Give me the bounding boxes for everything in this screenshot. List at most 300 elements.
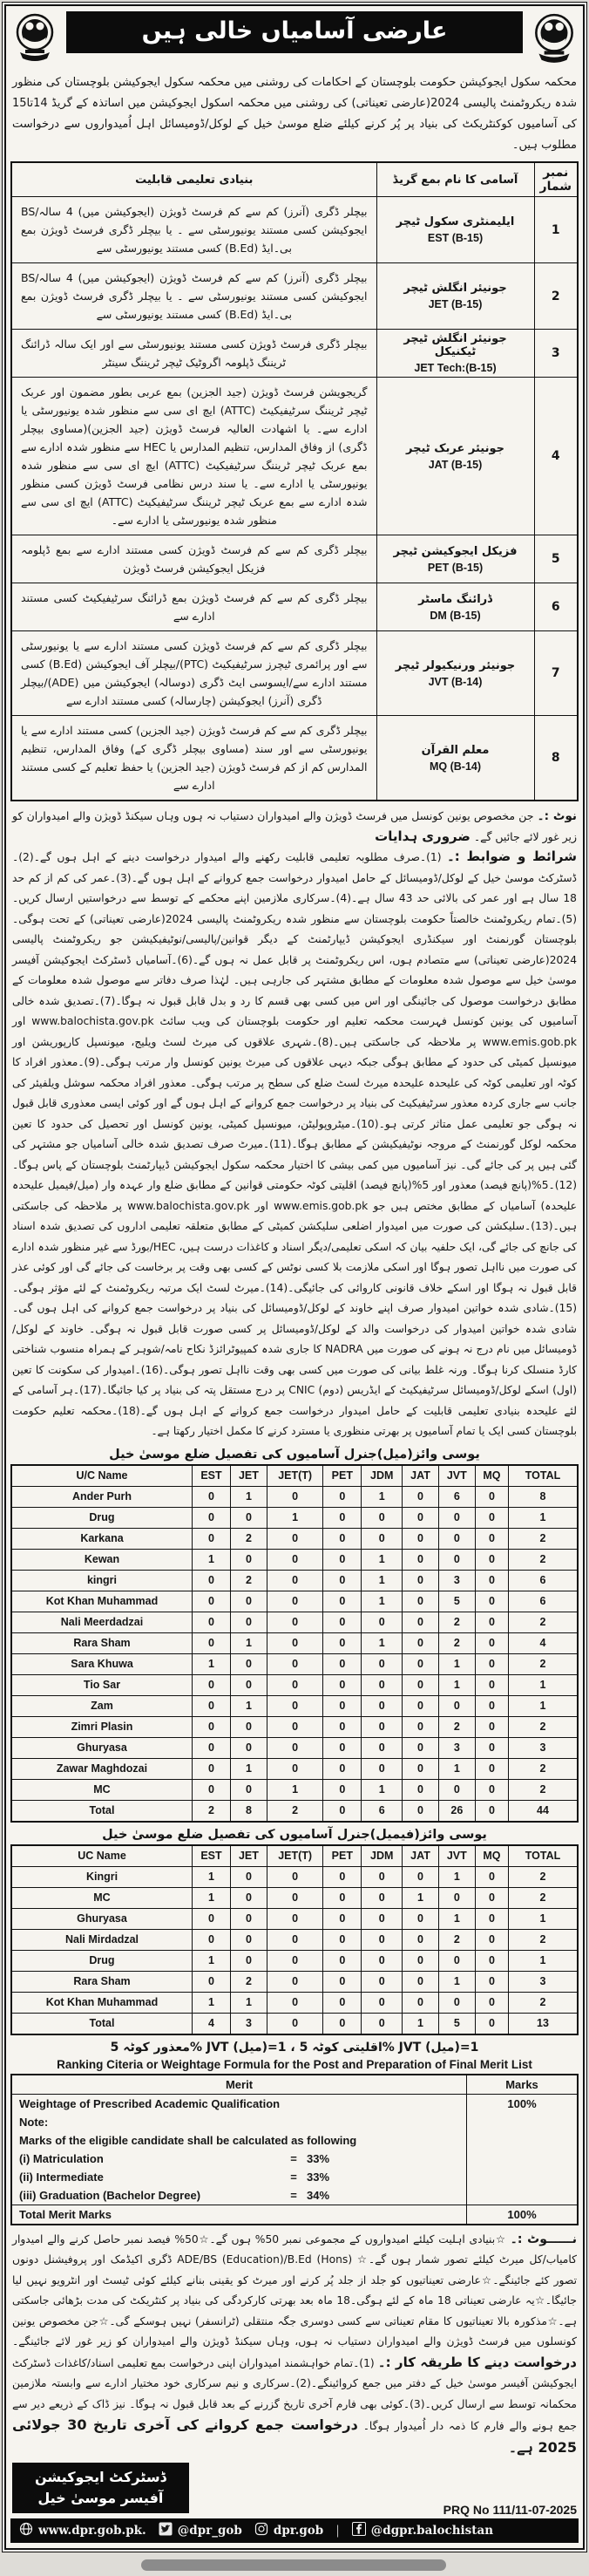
count-cell: 1 <box>438 1758 475 1779</box>
count-cell: 0 <box>193 1507 231 1528</box>
count-cell: 0 <box>193 1486 231 1507</box>
post-grade-code: JAT (B-15) <box>428 458 483 471</box>
header-row <box>11 1465 578 1487</box>
count-cell: 0 <box>193 1758 231 1779</box>
count-cell: 0 <box>403 1992 439 2013</box>
uc-name-cell: Kewan <box>11 1549 193 1570</box>
count-cell: 0 <box>267 1695 322 1716</box>
count-cell: 0 <box>323 1507 362 1528</box>
count-cell: 1 <box>267 1507 322 1528</box>
prq-number: PRQ No 111/11-07-2025 <box>443 2503 577 2517</box>
separator: | <box>335 2524 340 2538</box>
header <box>10 10 579 67</box>
count-cell: 0 <box>267 1486 322 1507</box>
count-cell: 1 <box>509 1908 579 1929</box>
count-cell: 0 <box>323 1758 362 1779</box>
count-cell: 1 <box>193 1866 231 1887</box>
count-cell: 0 <box>323 1549 362 1570</box>
facebook-item <box>352 2522 493 2539</box>
posts-table-body <box>11 197 578 801</box>
uc-name-cell: MC <box>11 1887 193 1908</box>
count-cell: 0 <box>403 1950 439 1971</box>
total-merit-label: Total Merit Marks <box>11 2205 467 2225</box>
serial-column-header: نمبر شمار <box>534 162 578 197</box>
post-row <box>11 197 578 263</box>
count-cell: 0 <box>267 1737 322 1758</box>
post-name-cell <box>376 631 534 716</box>
uc-name-cell: Karkana <box>11 1528 193 1549</box>
instructions-paragraph <box>12 847 577 1442</box>
count-cell: 0 <box>230 1653 267 1674</box>
count-cell: 1 <box>362 1779 403 1800</box>
website-text: www.dpr.gob.pk. <box>38 2524 146 2538</box>
count-cell: 0 <box>267 2013 322 2034</box>
table-row <box>11 1591 578 1612</box>
count-cell: 0 <box>362 1971 403 1992</box>
table-row <box>11 1695 578 1716</box>
count-cell: 0 <box>193 1908 231 1929</box>
post-grade-code: DM (B-15) <box>430 609 481 622</box>
qualification-cell: گریجویشن فرسٹ ڈویژن (جید الجزین) بمع عربی بطور مضمون اور عربک ٹیچر ٹریننگ سرٹیفیکیٹ (ATTC) ایچ ای سی سے منظور شدہ یونیورسٹی یا ادارے سے۔ یا اشھادت العالیہ فرسٹ ڈویژن (جید الجزین)(مساوی بیچلر ڈگری) از وفاق المدارس، تنظیم المدارس یا HEC سے منظور شدہ ادارے سے بمع عربک ٹیچر ٹریننگ سرٹیفیکیٹ (ATTC) ایچ ای سی سے منظور شدہ یونیورسٹی یا ادارے سے۔ یا سند درس نظامی فرسٹ ڈویژن کسی منظور شدہ ادارے سے بمع عربک ٹیچر ٹریننگ سرٹیفیکیٹ (ATTC) ایچ ای سی سے منظور شدہ یونیورسٹی یا ادارے سے۔ <box>11 378 376 535</box>
serial-cell: 8 <box>534 716 578 801</box>
count-cell: 0 <box>438 1950 475 1971</box>
count-cell: 0 <box>323 1737 362 1758</box>
post-name-urdu: ڈرائنگ ماسٹر <box>418 592 492 606</box>
uc-name-cell: Rara Sham <box>11 1632 193 1653</box>
post-row <box>11 716 578 801</box>
count-cell: 0 <box>323 1528 362 1549</box>
count-cell: 0 <box>438 1507 475 1528</box>
uc-name-cell: Zimri Plasin <box>11 1716 193 1737</box>
count-cell: 0 <box>230 1950 267 1971</box>
count-cell: 8 <box>230 1800 267 1822</box>
column-header: JDM <box>362 1845 403 1867</box>
count-cell: 1 <box>193 1887 231 1908</box>
post-grade-code: JET Tech:(B-15) <box>414 362 497 374</box>
uc-name-cell: Kingri <box>11 1866 193 1887</box>
count-cell: 2 <box>267 1800 322 1822</box>
outer-border <box>2 2 587 2552</box>
table-row <box>11 1908 578 1929</box>
equals-sign: = <box>290 2170 297 2184</box>
count-cell: 0 <box>323 1591 362 1612</box>
calc-label: (ii) Intermediate <box>19 2170 104 2184</box>
count-cell: 0 <box>323 1486 362 1507</box>
govt-emblem-right-icon <box>530 10 579 67</box>
post-row <box>11 378 578 535</box>
govt-emblem-left-icon <box>10 10 59 65</box>
bottom-note-text: ☆بنیادی اہلیت کیلئے امیدواروں کے مجموعی نمبر 50% ہوں گے۔☆50% فیصد نمبر حاصل کرنے والے امیدوار کامیاب/کل میرٹ کیلئے تصور شمار ہوں گے۔☆ ADE/BS (Education)/B.Ed (Hons) ڈگری اکیڈمک اور پروفیشنل دونوں تصور کئے جائینگے۔☆عارضی تعیناتیوں کو جلد از جلد پُر کرنے اور میرٹ کو یقینی بنانے کیلئے کوئی ٹیسٹ اور انٹرویو نہیں لیا جائیگا۔☆یہ عارضی تعیناتی 18 ماہ کے لئے ہوگی۔18 ماہ بعد بھرتی کارکردگی کی بنیاد پر کنٹریکٹ کی مدت بڑھائی جاسکتی ہے۔☆مذکورہ بالا تعیناتیوں کا مقام تعیناتی سے کسی دوسری جگہ منتقلی (ٹرانسفر) نہیں ہوسکے گی۔☆جن مخصوص یونین کونسلوں میں فرسٹ ڈویژن والے امیدواران دستیاب نہ ہوں، وہاں سیکنڈ ڈویژن والے امیدواران کو زیر غور لائے جائینگے۔ <box>12 2232 577 2348</box>
count-cell: 2 <box>509 1528 579 1549</box>
count-cell: 0 <box>323 1716 362 1737</box>
scan-artifact-bar <box>141 2559 446 2571</box>
count-cell: 0 <box>475 1929 508 1950</box>
empty-marks-cell <box>467 2150 579 2168</box>
instagram-icon <box>254 2522 268 2539</box>
post-name-urdu: جونیئر انگلش ٹیچر ٹیکنیکل <box>403 332 507 358</box>
post-name-urdu: فزیکل ایجوکیشن ٹیچر <box>393 544 518 558</box>
qualification-column-header: بنیادی تعلیمی قابلیت <box>11 162 376 197</box>
post-name-cell <box>376 535 534 583</box>
total-row <box>11 2013 578 2034</box>
count-cell: 0 <box>403 1866 439 1887</box>
quota-disabled: معذور کوٹہ 5% JVT (میل)=1 <box>110 2040 287 2055</box>
count-cell: 0 <box>403 1674 439 1695</box>
count-cell: 1 <box>193 1950 231 1971</box>
count-cell: 0 <box>267 1653 322 1674</box>
application-text: (1)۔تمام خواہشمند امیدواران اپنی درخواست بمع تعلیمی اسناد/کاغذات ڈسٹرکٹ ایجوکیشن آفیسر موسیٰ خیل کے دفتر میں جمع کروائینگے۔(2)۔سرکاری و نیم سرکاری خود مختیار ادارے سے وابستہ ملازمین محکمانہ توسط سے ارسال کریں۔(3)۔کوئی بھی فارم آخری تاریخ گزرنے کے بعد قابل قبول نہ ہوگا۔ نیز ڈاک کے ذریعے دیر سے جمع ہونے والے فارم کا ذمہ دار اُمیدوار ہوگا۔ <box>12 2356 577 2432</box>
post-name-cell <box>376 263 534 330</box>
count-cell: 0 <box>193 1528 231 1549</box>
count-cell: 0 <box>193 1929 231 1950</box>
application-deadline: درخواست جمع کروانے کی آخری تاریخ 30 جولائی 2025 ہے۔ <box>12 2416 577 2456</box>
count-cell: 0 <box>267 1591 322 1612</box>
count-cell: 0 <box>193 1674 231 1695</box>
count-cell: 0 <box>403 1971 439 1992</box>
male-table-title: یوسی وائز(میل)جنرل آسامیوں کی تفصیل ضلع موسیٰ خیل <box>109 1447 480 1462</box>
merit-column-header: Merit <box>11 2075 467 2095</box>
count-cell: 0 <box>362 1737 403 1758</box>
serial-cell: 5 <box>534 535 578 583</box>
total-row <box>11 1800 578 1822</box>
count-cell: 0 <box>230 1612 267 1632</box>
count-cell: 0 <box>475 1653 508 1674</box>
count-cell: 2 <box>509 1929 579 1950</box>
posts-table-head <box>11 162 578 197</box>
post-row <box>11 535 578 583</box>
count-cell: 0 <box>193 1570 231 1591</box>
facebook-handle: @dgpr.balochistan <box>370 2524 494 2538</box>
count-cell: 2 <box>230 1570 267 1591</box>
table-row <box>11 1737 578 1758</box>
post-name-cell <box>376 716 534 801</box>
count-cell: 0 <box>475 1632 508 1653</box>
post-grade-code: PET (B-15) <box>427 561 484 574</box>
uc-name-cell: Total <box>11 1800 193 1822</box>
count-cell: 2 <box>509 1887 579 1908</box>
count-cell: 0 <box>323 1950 362 1971</box>
column-header: JET <box>230 1845 267 1867</box>
count-cell: 0 <box>362 1528 403 1549</box>
count-cell: 0 <box>362 1758 403 1779</box>
count-cell: 2 <box>509 1716 579 1737</box>
count-cell: 0 <box>193 1971 231 1992</box>
uc-name-cell: Kot Khan Muhammad <box>11 1992 193 2013</box>
column-header: TOTAL <box>509 1845 579 1867</box>
calc-label: (i) Matriculation <box>19 2151 104 2165</box>
count-cell: 0 <box>267 1612 322 1632</box>
count-cell: 3 <box>438 1737 475 1758</box>
count-cell: 0 <box>475 1486 508 1507</box>
social-bar <box>10 2518 579 2543</box>
calc-value: 33% <box>307 2151 330 2165</box>
calc-value: 33% <box>307 2170 330 2184</box>
count-cell: 0 <box>403 1591 439 1612</box>
post-name-urdu: معلم القرآن <box>421 743 490 757</box>
count-cell: 0 <box>267 1528 322 1549</box>
note-label: نوٹ :۔ <box>537 809 577 823</box>
count-cell: 0 <box>267 1971 322 1992</box>
qualification-cell: بیچلر ڈگری کم سے کم فرسٹ ڈویژن بمع ڈرائنگ سرٹیفیکیٹ کسی مستند ادارے سے <box>11 583 376 631</box>
post-name-urdu: ایلیمنٹری سکول ٹیچر <box>396 215 515 228</box>
count-cell: 0 <box>403 1929 439 1950</box>
table-row <box>11 1570 578 1591</box>
count-cell: 1 <box>362 1549 403 1570</box>
post-grade-code: EST (B-15) <box>427 232 484 244</box>
bottom-note-label: نــــــوٹ :۔ <box>510 2232 577 2246</box>
merit-calc-row <box>11 2168 578 2186</box>
table-row <box>11 1716 578 1737</box>
count-cell: 0 <box>403 1632 439 1653</box>
uc-name-cell: Ander Purh <box>11 1486 193 1507</box>
column-header: JDM <box>362 1465 403 1487</box>
count-cell: 0 <box>362 1950 403 1971</box>
count-cell: 0 <box>475 1800 508 1822</box>
count-cell: 0 <box>403 1486 439 1507</box>
table-row <box>11 1866 578 1887</box>
ranking-heading: Ranking Citeria or Weightage Formula for the Post and Preparation of Final Merit List <box>57 2057 532 2071</box>
count-cell: 0 <box>362 1716 403 1737</box>
merit-header-row <box>11 2075 578 2095</box>
post-name-cell <box>376 330 534 378</box>
count-cell: 2 <box>230 1971 267 1992</box>
count-cell: 0 <box>323 1887 362 1908</box>
count-cell: 0 <box>438 1779 475 1800</box>
count-cell: 0 <box>323 1929 362 1950</box>
weightage-marks: 100% <box>467 2094 579 2113</box>
merit-note-text: Marks of the eligible candidate shall be calculated as following <box>19 2133 357 2147</box>
count-cell: 0 <box>323 1866 362 1887</box>
count-cell: 0 <box>230 1716 267 1737</box>
count-cell: 8 <box>509 1486 579 1507</box>
uc-name-cell: Rara Sham <box>11 1971 193 1992</box>
count-cell: 1 <box>509 1674 579 1695</box>
count-cell: 0 <box>323 1695 362 1716</box>
instructions-text: (1)۔صرف مطلوبہ تعلیمی قابلیت رکھنے والے امیدوار درخواست دینے کے اہل ہوں گے۔(2)۔ڈسٹرکٹ موسیٰ خیل کے لوکل/ڈومیسائل کے حامل امیدوار درخواست جمع کروانے کے اہل ہوں گے۔(3)۔عمر کی کم از کم حد 18 سال ہے اور عمر کی بالائی حد 43 سال ہے۔(4)۔سرکاری ملازمین اپنے محکمے کے توسط سے درخواستیں ارسال کریں۔(5)۔تمام ریکروٹمنٹ خالصتاً حکومت بلوچستان سے منظور شدہ ریکروٹمنٹ پالیسی 2024(عارضی تعیناتی) کے تحت ہوگی۔بلوچستان گورنمنٹ اور سیکنڈری ایجوکیشن ڈیپارٹمنٹ کے دیگر قوانین/پالیسی/نوٹیفیکیشن جو ریکروٹمنٹ پالیسی 2024(عارضی تعیناتی) سے متصادم ہوں، اس ریکروٹمنٹ پر قابل عمل نہ ہوں گے۔(6)۔آسامیاں ڈسٹرکٹ ایجوکیشن آفیسر موسیٰ خیل سے موصول شدہ معلومات کے مطابق مشتہر کی جارہی ہیں۔ لہٰذا صرف دفاتر سے موصول شدہ معلومات کے مطابق درخواست موصول کی جائینگی اور اس میں کسی بھی قسم کا رد و بدل قابل قبول نہ ہوگا۔(7)۔تصدیق شدہ خالی آسامیوں کی یونین کونسل فہرست محکمہ تعلیم اور حکومت بلوچستان کی ویب سائٹ www.balochista.gov.pk اور www.emis.gob.pk پر ملاحظہ کی جاسکتی ہیں۔(8)۔شہری علاقوں کی میرٹ لسٹ ویلیج، میونسپل کارپوریشن اور میونسپل کمیٹی کی حدود کے مطابق ہوگی جبکہ دیہی علاقوں کی میرٹ یونین کونسل وار مرتب ہوگی۔(9)۔معذور افراد کا کوٹہ اور تعلیمی کوٹہ کی علیحدہ علیحدہ میرٹ لسٹ ضلع کی سطح پر مرتب ہوگی۔ معذور افراد محکمہ سوشل ویلفیئر کی جانب سے جاری کردہ معذور سرٹیفیکیٹ کی بنیاد پر درخواست جمع کروانے کے اہل ہوں گے اور کوئی ایسی معذوری قابل قبول نہ ہوگی جو تعلیمی عمل متاثر کرتی ہو۔(10)۔میٹروپولیٹن، میونسپل کمیٹی، یونین کونسل اور تحصیل کی حدود کا تعین محکمہ لوکل گورنمنٹ کے مروجہ نوٹیفیکیشن کے مطابق ہوگا۔(11)۔میرٹ صرف تصدیق شدہ خالی آسامیاں جو مشتہر کی گئی ہیں پر کی جائے گی۔ نیز آسامیوں میں کمی بیشی کا اختیار محکمہ سکول ایجوکیشن ڈیپارٹمنٹ بلوچستان کے پاس ہوگا۔(12)۔5%(پانچ فیصد) معذور اور 5%(پانچ فیصد) اقلیتی کوٹہ حکومتی قوانین کے مطابق ضلع وار عہدہ وار (میل/فیمیل علیحدہ علیحدہ) آسامیاں کے مطابق مختص ہیں جو www.emis.gob.pk اور www.balochista.gov.pk پر ملاحظہ کی جاسکتی ہیں۔(13)۔سلیکشن کی صورت میں امیدوار اضلعی سلیکشن کمیٹی کے مطابق متعلقہ تعلیمی اداروں کی تصدیق شدہ اسناد کی جانچ کی جائے گی، ایک حلفیہ بیان کہ اسکی تعلیمی/دیگر اسناد و کاغذات درست ہیں، HEC/بورڈ سے غیر منظور شدہ ادارے کی صورت میں نااہل تصور ہوگا اور اسکی ملازمت بلا کسی نوٹس کے کسی بھی وقت پر برخاست کی جائے گی اور کوئی عذر قابل قبول نہ ہوگا اور اسکے خلاف قانونی کاروائی کی جائیگی۔(14)۔میرٹ لسٹ ایک مرتبہ ریکروٹمنٹ کے لئے مؤثر ہوگی۔(15)۔شادی شدہ خواتین امیدوار صرف اپنے خاوند کے لوکل/ڈومیسائل کی بنیاد پر درخواست جمع کروانے کی اہل ہوں گی۔ شادی شدہ خواتین امیدوار کی درخواست والد کے لوکل/ڈومیسائل پر کسی صورت قابل قبول نہ ہوگی۔ خاوند کے لوکل/ڈومیسائل میں نام درج نہ ہونے کی صورت میں NADRA کا جاری شدہ کمپیوٹرائزڈ نکاح نامہ/شوہر کے ہمراہ منسوب شناختی کارڈ منسلک کرنا ہوگا۔ ورنہ غلط بیانی کی صورت میں کسی بھی وقت نااہل تصور ہوگی۔(16)۔امیدوار کی سکونت کا تعین (اول) اسکے لوکل/ڈومیسائل سرٹیفیکیٹ کے ایڈریس (دوم) CNIC پر درج مستقل پتہ کی بنیاد پر کیا جائیگا۔(17)۔ہر آسامی کے لئے علیحدہ بنیادی تعلیمی قابلیت کے حامل امیدوار درخواست جمع کروانے کے اہل ہوں گے۔(18)۔محکمہ تعلیم حکومت بلوچستان کسی ایک یا تمام آسامیوں پر بھرتی منظوری یا مسترد کرنے کا مکمل اختیار رکھتا ہے۔ <box>12 851 578 1437</box>
count-cell: 0 <box>403 1695 439 1716</box>
uc-name-cell: Drug <box>11 1507 193 1528</box>
count-cell: 0 <box>230 1591 267 1612</box>
count-cell: 0 <box>438 1887 475 1908</box>
twitter-item <box>159 2522 242 2539</box>
note-emphasis: ضروری ہدایات <box>375 828 471 844</box>
count-cell: 26 <box>438 1800 475 1822</box>
count-cell: 4 <box>509 1632 579 1653</box>
count-cell: 0 <box>362 1992 403 2013</box>
count-cell: 13 <box>509 2013 579 2034</box>
count-cell: 1 <box>438 1908 475 1929</box>
female-vacancy-table <box>10 1844 579 2035</box>
count-cell: 0 <box>362 1695 403 1716</box>
column-header: JAT <box>403 1465 439 1487</box>
count-cell: 6 <box>438 1486 475 1507</box>
count-cell: 0 <box>362 2013 403 2034</box>
post-row <box>11 263 578 330</box>
merit-note-text-row <box>11 2131 578 2150</box>
post-name-cell <box>376 378 534 535</box>
count-cell: 1 <box>193 1653 231 1674</box>
merit-table <box>10 2074 579 2225</box>
qualification-cell: بیچلر ڈگری فرسٹ ڈویژن کسی مستند یونیورسٹی سے اور ایک سالہ ڈرائنگ ٹریننگ ڈپلومہ اگروٹیک ٹیچر ٹریننگ سینٹر <box>11 330 376 378</box>
count-cell: 1 <box>230 1486 267 1507</box>
post-row <box>11 330 578 378</box>
count-cell: 1 <box>230 1695 267 1716</box>
qualification-cell: بیچلر ڈگری کم سے کم فرسٹ ڈویژن کسی مستند ادارے سے بمع ڈپلومہ فزیکل ایجوکیشن فرسٹ ڈویژن <box>11 535 376 583</box>
merit-calc-row <box>11 2150 578 2168</box>
qualification-cell: بیچلر ڈگری کم سے کم فرسٹ ڈویژن (جید الجزین) کسی مستند ادارے سے یا یونیورسٹی سے اور سند (مساوی بیچلر ڈگری کے) وفاق المدارس، تنظیم المدارس کم از کم فرسٹ ڈویژن (جید الجزین) یا حفظ تعلیم کے کسی مستند ادارے سے <box>11 716 376 801</box>
count-cell: 0 <box>403 1570 439 1591</box>
equals-sign: = <box>290 2151 297 2165</box>
count-cell: 0 <box>475 1612 508 1632</box>
count-cell: 0 <box>403 1716 439 1737</box>
qualification-cell: بیچلر ڈگری (آنرز) کم سے کم فرسٹ ڈویژن (ایجوکیشن میں) 4 سالہ/BS ایجوکیشن کسی مستند یونیورسٹی سے ۔ یا بیچلر ڈگری فرسٹ ڈویژن بمع بی۔ایڈ (B.Ed) کسی مستند یونیورسٹی سے <box>11 197 376 263</box>
uc-name-cell: Kot Khan Muhammad <box>11 1591 193 1612</box>
column-header: JET(T) <box>267 1845 322 1867</box>
merit-calc-cell <box>11 2168 467 2186</box>
empty-marks-cell <box>467 2168 579 2186</box>
count-cell: 2 <box>509 1758 579 1779</box>
count-cell: 1 <box>438 1653 475 1674</box>
ad-title: عارضی آسامیاں خالی ہیں <box>66 11 523 53</box>
count-cell: 1 <box>509 1507 579 1528</box>
column-header: JET(T) <box>267 1465 322 1487</box>
count-cell: 4 <box>193 2013 231 2034</box>
merit-calc-cell <box>11 2150 467 2168</box>
posts-header-row <box>11 162 578 197</box>
table-row <box>11 1950 578 1971</box>
column-header: PET <box>323 1465 362 1487</box>
column-header: JET <box>230 1465 267 1487</box>
count-cell: 2 <box>509 1549 579 1570</box>
count-cell: 1 <box>438 1971 475 1992</box>
uc-name-cell: kingri <box>11 1570 193 1591</box>
uc-name-cell: Zawar Maghdozai <box>11 1758 193 1779</box>
uc-name-cell: Drug <box>11 1950 193 1971</box>
table-row <box>11 1929 578 1950</box>
count-cell: 0 <box>267 1887 322 1908</box>
count-cell: 0 <box>475 1716 508 1737</box>
count-cell: 0 <box>475 1992 508 2013</box>
count-cell: 1 <box>403 1887 439 1908</box>
count-cell: 0 <box>230 1507 267 1528</box>
count-cell: 2 <box>509 1779 579 1800</box>
column-header: JVT <box>438 1845 475 1867</box>
weightage-row <box>11 2094 578 2113</box>
instagram-item <box>254 2522 323 2539</box>
total-merit-row <box>11 2205 578 2225</box>
count-cell: 44 <box>509 1800 579 1822</box>
table-row <box>11 1549 578 1570</box>
column-header: U/C Name <box>11 1465 193 1487</box>
count-cell: 0 <box>362 1887 403 1908</box>
count-cell: 0 <box>230 1887 267 1908</box>
count-cell: 0 <box>193 1737 231 1758</box>
count-cell: 0 <box>267 1929 322 1950</box>
note-text: جن مخصوص یونین کونسل میں فرسٹ ڈویژن والے امیدواران دستیاب نہ ہوں وہاں سیکنڈ ڈویژن والے امیدواران کو زیر غور لائے جائیں گے۔ <box>12 809 577 843</box>
empty-marks-cell <box>467 2186 579 2205</box>
count-cell: 0 <box>267 1549 322 1570</box>
uc-name-cell: Ghuryasa <box>11 1737 193 1758</box>
serial-cell: 1 <box>534 197 578 263</box>
post-grade-code: JVT (B-14) <box>428 675 483 688</box>
count-cell: 1 <box>438 1674 475 1695</box>
count-cell: 0 <box>475 1737 508 1758</box>
header-row <box>11 1845 578 1867</box>
total-merit-marks: 100% <box>467 2205 579 2225</box>
column-header: JAT <box>403 1845 439 1867</box>
column-header: JVT <box>438 1465 475 1487</box>
website-item <box>19 2522 146 2539</box>
count-cell: 0 <box>193 1779 231 1800</box>
count-cell: 0 <box>362 1908 403 1929</box>
count-cell: 0 <box>403 1779 439 1800</box>
count-cell: 0 <box>267 1674 322 1695</box>
post-name-urdu: جونیئر ورنیکیولر ٹیچر <box>395 658 516 672</box>
marks-column-header: Marks <box>467 2075 579 2095</box>
qualification-cell: بیچلر ڈگری کم سے کم فرسٹ ڈویژن کسی مستند ادارے سے یا یونیورسٹی سے اور پرائمری ٹیچرز سرٹیفیکیٹ (PTC)/بیچلر آف ایجوکیشن (B.Ed) کسی مستند ادارے سے/ایسوسی ایٹ ڈگری (دوسالہ) ایجوکیشن میں (ADE)/بیچلر ڈگری (آنرز) ایجوکیشن (چارسالہ) کسی مستند ادارے سے <box>11 631 376 716</box>
count-cell: 0 <box>267 1570 322 1591</box>
count-cell: 0 <box>323 1612 362 1632</box>
table-row <box>11 1653 578 1674</box>
count-cell: 0 <box>230 1737 267 1758</box>
count-cell: 0 <box>362 1866 403 1887</box>
inner-frame <box>4 4 585 2550</box>
count-cell: 0 <box>193 1632 231 1653</box>
count-cell: 0 <box>323 1779 362 1800</box>
count-cell: 0 <box>438 1695 475 1716</box>
table-row <box>11 1612 578 1632</box>
quota-line <box>10 2041 579 2055</box>
intro-paragraph: محکمہ سکول ایجوکیشن حکومت بلوچستان کے احکامات کی روشنی میں محکمہ سکول ایجوکیشن بلوچستان کی منظور شدہ ریکروٹمنٹ پالیسی 2024(عارضی تعیناتی) کی روشنی میں محکمہ اسکول ایجوکیشن میں اساتذہ کے گریڈ 14تا15 کی آسامیوں کوکنٹریکٹ کی بنیاد پر پُر کرنے کیلئے ضلع موسیٰ خیل کے لوکل/ڈومیسائل اہل اُمیدواروں سے درخواست مطلوب ہیں۔ <box>12 76 577 152</box>
count-cell: 0 <box>438 1549 475 1570</box>
count-cell: 0 <box>323 1653 362 1674</box>
count-cell: 0 <box>362 1674 403 1695</box>
count-cell: 0 <box>403 1800 439 1822</box>
count-cell: 0 <box>193 1695 231 1716</box>
count-cell: 0 <box>475 1570 508 1591</box>
count-cell: 0 <box>475 1695 508 1716</box>
table-row <box>11 1674 578 1695</box>
count-cell: 0 <box>230 1929 267 1950</box>
count-cell: 0 <box>323 1908 362 1929</box>
quota-minority: اقلیتی کوٹہ 5% JVT (میل)=1 <box>299 2040 479 2055</box>
count-cell: 1 <box>362 1486 403 1507</box>
application-heading: درخواست دینے کا طریقہ کار :۔ <box>377 2354 577 2370</box>
column-header: TOTAL <box>509 1465 579 1487</box>
count-cell: 1 <box>230 1758 267 1779</box>
count-cell: 0 <box>403 1908 439 1929</box>
count-cell: 1 <box>267 1779 322 1800</box>
count-cell: 0 <box>267 1716 322 1737</box>
posts-table <box>10 161 579 801</box>
count-cell: 2 <box>230 1528 267 1549</box>
count-cell: 0 <box>362 1612 403 1632</box>
count-cell: 2 <box>438 1929 475 1950</box>
table-row <box>11 1758 578 1779</box>
column-header: MQ <box>475 1465 508 1487</box>
count-cell: 0 <box>267 1758 322 1779</box>
count-cell: 1 <box>362 1632 403 1653</box>
count-cell: 3 <box>509 1971 579 1992</box>
count-cell: 2 <box>438 1632 475 1653</box>
quota-separator: ، <box>290 2040 295 2055</box>
count-cell: 0 <box>475 1887 508 1908</box>
count-cell: 1 <box>230 1632 267 1653</box>
table-row <box>11 1486 578 1507</box>
count-cell: 0 <box>230 1908 267 1929</box>
count-cell: 2 <box>438 1612 475 1632</box>
count-cell: 0 <box>267 1866 322 1887</box>
